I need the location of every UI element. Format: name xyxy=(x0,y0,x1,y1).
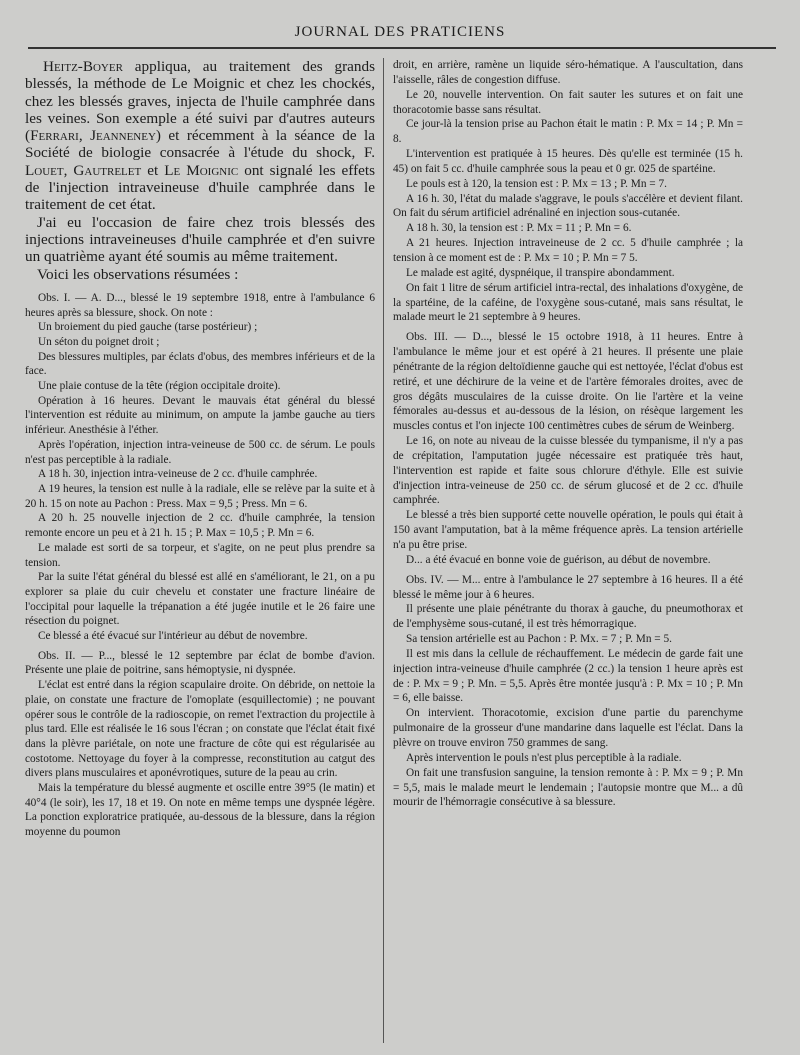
paragraph: Après l'opération, injection intra-veineuse de 500 cc. de sérum. Le pouls n'est pas perceptible à la radiale. xyxy=(25,438,375,466)
paragraph: L'intervention est pratiquée à 15 heures. Dès qu'elle est terminée (15 h. 45) on fait 5 cc. d'huile camphrée sous la peau et 0 gr. 025 de spartéine. xyxy=(393,148,743,175)
paragraph: Un broiement du pied gauche (tarse postérieur) ; xyxy=(38,321,258,334)
paragraph: Après intervention le pouls n'est plus perceptible à la radiale. xyxy=(406,751,682,764)
paragraph: Voici les observations résumées : xyxy=(37,265,239,283)
paragraph: A 18 h. 30, injection intra-veineuse de 2 cc. d'huile camphrée. xyxy=(38,468,318,481)
author-name: Gautrelet xyxy=(73,161,142,179)
paragraph: Une plaie contuse de la tête (région occipitale droite). xyxy=(38,380,281,393)
paragraph: Le 20, nouvelle intervention. On fait sauter les sutures et on fait une thoracotomie basse sans résultat. xyxy=(393,88,743,116)
intro-paragraph: Heitz-Boyer appliqua, au traitement des grands blessés, la méthode de Le Moignic et chez les chockés, chez les blessés graves, injecta de l'huile camphrée dans les veines. Son exemple a été suivi par d'autres auteurs (Ferrari, Jeanneney) et récemment à la séance de la Société de biologie consacrée à l'étude du shock, F. Louet, Gautrelet et Le Moignic ont signalé les effets de l'injection intraveineuse d'huile camphrée dans le traitement de cet état. xyxy=(25,58,376,214)
paragraph: A 20 h. 25 nouvelle injection de 2 cc. d'huile camphrée, la tension remonte encore un peu et à 21 h. 15 ; P. Max = 10,5 ; P. Mn = 6. xyxy=(25,512,375,540)
author-name: Le Moignic xyxy=(164,161,239,179)
spacer xyxy=(25,283,375,291)
author-name: Ferrari xyxy=(30,127,79,145)
observation-heading: Obs. II. — P..., blessé le 12 septembre par éclat de bombe d'avion. Présente une plaie de poitrine, sans hémoptysie, ni dyspnée. xyxy=(25,649,375,677)
paragraph: A 18 h. 30, la tension est : P. Mx = 11 ; P. Mn = 6. xyxy=(406,222,632,235)
paragraph: Il est mis dans la cellule de réchauffement. Le médecin de garde fait une injection intra-veineuse d'huile camphrée (2 cc.) la tension 1 heure après est de : P. Mx = 9 ; P. Mn. = 5,5. Après être montée jusqu'à : P. Mx = 10 ; P. Mn = 6, elle baisse. xyxy=(393,647,743,705)
paragraph: Sa tension artérielle est au Pachon : P. Mx. = 7 ; P. Mn = 5. xyxy=(406,633,672,646)
paragraph: A 19 heures, la tension est nulle à la radiale, elle se relève par la suite et à 20 h. 15 on note au Pachon : Press. Max = 9,5 ; Press. Mn = 6. xyxy=(25,483,375,510)
paragraph: Le blessé a très bien supporté cette nouvelle opération, le pouls qui était à 150 avant l'amputation, bat à la même fréquence après. La tension artérielle n'a pu être prise. xyxy=(393,509,743,551)
paragraph: Des blessures multiples, par éclats d'obus, des membres inférieurs et de la face. xyxy=(25,350,375,378)
observation-heading: Obs. I. — A. D..., blessé le 19 septembre 1918, entre à l'ambulance 6 heures après sa blessure, shock. On note : xyxy=(25,291,375,319)
paragraph: Ce blessé a été évacué sur l'intérieur au début de novembre. xyxy=(38,630,308,643)
paragraph: L'éclat est entré dans la région scapulaire droite. On débride, on nettoie la plaie, on constate une fracture de l'omoplate (esquillectomie) ; ne pouvant opérer sous le contrôle de la radioscopie, on remet l'extraction du projectile à plus tard. Elle est réalisée le 16 sous l'écran ; on constate que l'éclat était fixé dans la plèvre pariétale, on note une fracture de côte qui est régularisée au costotome. Nettoyage du foyer à la compresse, reconstitution au catgut des divers plans musculaires et aponévrotiques, suture de la peau au crin. xyxy=(25,679,375,780)
paragraph: Opération à 16 heures. Devant le mauvais état général du blessé l'intervention est réduite au minimum, on ampute la jambe gauche au tiers inférieur. Anesthésie à l'éther. xyxy=(25,394,375,437)
paragraph: On intervient. Thoracotomie, excision d'une partie du parenchyme pulmonaire de la grosseur d'une mandarine dans laquelle est l'éclat. Dans la plèvre on trouve environ 750 grammes de sang. xyxy=(393,707,743,749)
paragraph: Un séton du poignet droit ; xyxy=(38,335,160,348)
running-header: JOURNAL DES PRATICIENS xyxy=(294,24,506,40)
observation-heading: Obs. IV. — M... entre à l'ambulance le 27 septembre à 16 heures. Il a été blessé le même jour à 6 heures. xyxy=(393,573,743,601)
paragraph: Le malade est sorti de sa torpeur, et s'agite, on ne peut plus prendre sa tension. xyxy=(25,541,375,569)
left-column xyxy=(25,58,375,840)
paragraph: A 16 h. 30, l'état du malade s'aggrave, le pouls s'accélère et devient filant. On fait du sérum artificiel adrénaliné en injection sous-cutanée. xyxy=(393,192,743,220)
column-divider xyxy=(383,58,384,1043)
paragraph: On fait une transfusion sanguine, la tension remonte à : P. Mx = 9 ; P. Mn = 5,5, mais le malade meurt le lendemain ; l'autopsie montre que M... a dû mourir de l'hémorragie consécutive à sa blessure. xyxy=(393,766,743,809)
paragraph: On fait 1 litre de sérum artificiel intra-rectal, des inhalations d'oxygène, de la spartéine, de la caféine, de l'oxygène sous-cutané, mais sans résultat, le malade meurt le 21 septembre à 9 heures. xyxy=(393,281,743,324)
paragraph: Ce jour-là la tension prise au Pachon était le matin : P. Mx = 14 ; P. Mn = 8. xyxy=(393,118,743,146)
paragraph: Il présente une plaie pénétrante du thorax à gauche, du pneumothorax et de l'emphysème sous-cutané, il est très hémorragique. xyxy=(393,603,743,631)
paragraph: Par la suite l'état général du blessé est allé en s'améliorant, le 21, on a pu explorer sa plaie du cuir chevelu et constater une fracture linéaire de l'occipital pour laquelle la trépanation a été jugée inutile et le 26 faire une résection du poignet. xyxy=(25,571,375,628)
paragraph: A 21 heures. Injection intraveineuse de 2 cc. 5 d'huile camphrée ; la tension à ce moment est de : P. Mx = 10 ; P. Mn = 7 5. xyxy=(393,237,743,264)
paragraph: Le malade est agité, dyspnéique, il transpire abondamment. xyxy=(406,266,675,279)
author-name: Heitz-Boyer xyxy=(43,58,123,75)
author-name: Jeanneney xyxy=(90,127,156,145)
observation-heading: Obs. III. — D..., blessé le 15 octobre 1918, à 11 heures. Entre à l'ambulance le même jour et est opéré à 21 heures. Il présente une plaie pénétrante de la région deltoïdienne gauche qui est nettoyée, l'éclat d'obus est retiré, et une déchirure de la veine et de l'artère fémorales droites, avec de gros dégâts musculaires de la cuisse droite. On lie l'artère et la veine fémorales au-dessus et au-dessous de la lésion, on résèque largement les muscles contus et l'on injecte 100 centimètres cubes de sérum de Weinberg. xyxy=(393,331,743,433)
paragraph: Le 16, on note au niveau de la cuisse blessée du tympanisme, il n'y a pas de crépitation, l'amputation jugée nécessaire est pratiquée très haut, l'intervention est rapide et faite sous chlorure d'éthyle. Elle est suivie d'injection intra-veineuse de 250 cc. de sérum glucosé et de 2 cc. d'huile camphrée. xyxy=(393,435,743,507)
paragraph: droit, en arrière, ramène un liquide séro-hématique. A l'auscultation, dans l'aisselle, râles de congestion diffuse. xyxy=(393,59,743,86)
paragraph: Mais la température du blessé augmente et oscille entre 39°5 (le matin) et 40°4 (le soir), les 17, 18 et 19. On note en même temps une dyspnée légère. La ponction exploratrice pratiquée, au-dessous de la blessure, dans la région moyenne du poumon xyxy=(25,782,375,839)
paragraph: J'ai eu l'occasion de faire chez trois blessés des injections intraveineuses d'huile camphrée et d'en suivre un quatrième ayant été soumis au même traitement. xyxy=(25,213,375,266)
header-rule xyxy=(28,47,776,49)
paragraph: Le pouls est à 120, la tension est : P. Mx = 13 ; P. Mn = 7. xyxy=(406,177,667,190)
author-name: Louet xyxy=(25,161,64,179)
paragraph: D... a été évacué en bonne voie de guérison, au début de novembre. xyxy=(406,553,711,566)
right-column xyxy=(393,58,743,810)
